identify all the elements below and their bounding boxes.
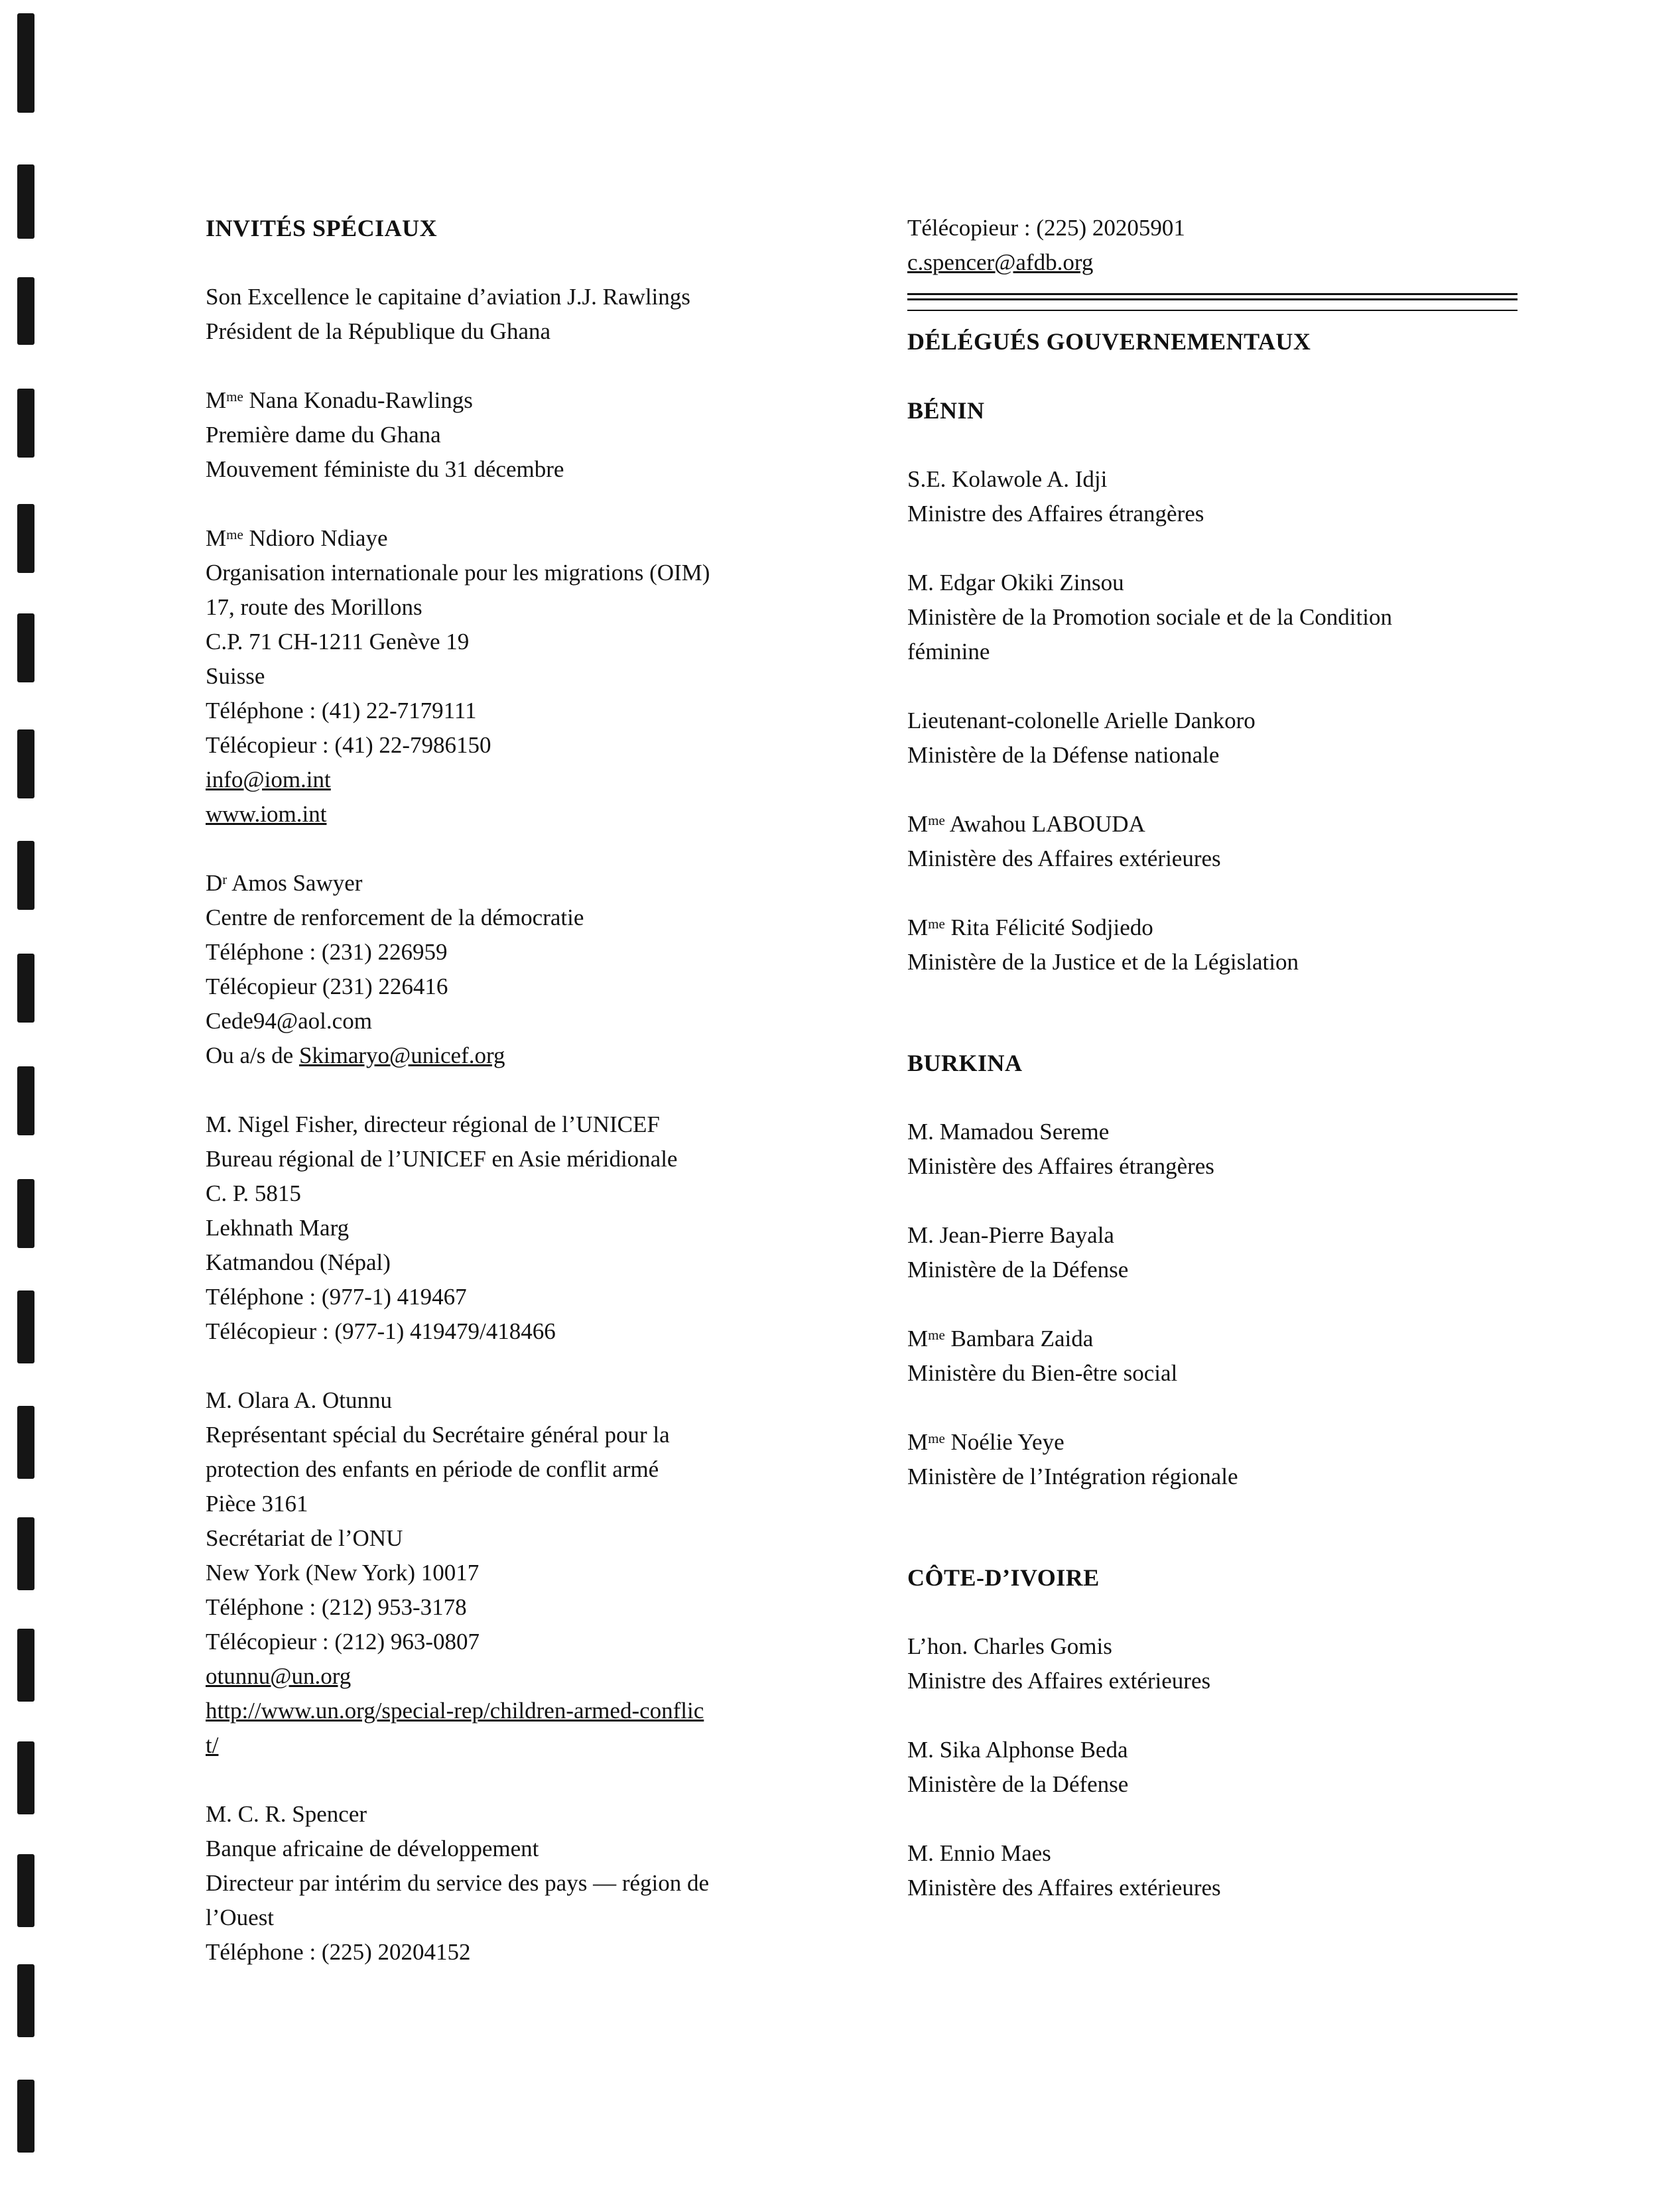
heading-invites-speciaux: INVITÉS SPÉCIAUX: [206, 215, 438, 241]
entry-zinsou: [907, 566, 1524, 669]
line: Télécopieur (231) 226416: [206, 973, 448, 999]
line: Première dame du Ghana: [206, 422, 441, 448]
line: Téléphone : (231) 226959: [206, 939, 448, 965]
entry-dankoro: [907, 704, 1524, 773]
entry-sodjiedo: [907, 910, 1524, 979]
line: Ministre des Affaires extérieures: [907, 1668, 1211, 1694]
line: Organisation internationale pour les migrations (OIM): [206, 560, 710, 586]
email-link[interactable]: c.spencer@afdb.org: [907, 249, 1094, 275]
line: Son Excellence le capitaine d’aviation J.J. Rawlings: [206, 284, 690, 310]
entry-zaida: [907, 1322, 1524, 1391]
line: Suisse: [206, 663, 265, 689]
line: M. Sika Alphonse Beda: [907, 1737, 1128, 1763]
entry-ndiaye: [206, 521, 842, 832]
line: Ou a/s de Skimaryo@unicef.org: [206, 1042, 505, 1068]
line: M. Edgar Okiki Zinsou: [907, 570, 1124, 596]
line: Ministère de la Justice et de la Législation: [907, 949, 1299, 975]
entry-yeye: [907, 1425, 1524, 1494]
web-link-continued[interactable]: t/: [206, 1732, 219, 1758]
section-title-burkina: BURKINA: [907, 1050, 1023, 1076]
line: Télécopieur : (212) 963-0807: [206, 1629, 480, 1655]
line: Ministre des Affaires étrangères: [907, 501, 1204, 527]
line: Ministère de la Promotion sociale et de la Condition: [907, 604, 1392, 630]
entry-labouda: [907, 807, 1524, 876]
line: Télécopieur : (225) 20205901: [907, 215, 1185, 241]
line: C. P. 5815: [206, 1180, 301, 1206]
line: Télécopieur : (977-1) 419479/418466: [206, 1318, 556, 1344]
entry-beda: [907, 1733, 1524, 1802]
line: Banque africaine de développement: [206, 1836, 539, 1861]
line: Ministère du Bien-être social: [907, 1360, 1178, 1386]
line: Centre de renforcement de la démocratie: [206, 905, 584, 930]
entry-konadu-rawlings: [206, 383, 842, 487]
line: Lieutenant-colonelle Arielle Dankoro: [907, 708, 1256, 733]
web-link[interactable]: http://www.un.org/special-rep/children-armed-conflic: [206, 1698, 704, 1724]
line: M. C. R. Spencer: [206, 1801, 367, 1827]
line: Président de la République du Ghana: [206, 318, 551, 344]
line: Télécopieur : (41) 22-7986150: [206, 732, 491, 758]
person-name: $D^r$ Amos Sawyer: [206, 870, 363, 896]
rule: [907, 310, 1518, 311]
line: Téléphone : (977-1) 419467: [206, 1284, 467, 1310]
line: Cede94@aol.com: [206, 1008, 372, 1034]
line: L’hon. Charles Gomis: [907, 1633, 1112, 1659]
web-link[interactable]: www.iom.int: [206, 801, 327, 827]
person-name: $M^{me}$ Rita Félicité Sodjiedo: [907, 914, 1153, 940]
email-link[interactable]: info@iom.int: [206, 767, 331, 792]
line: S.E. Kolawole A. Idji: [907, 466, 1108, 492]
line: Ministère de l’Intégration régionale: [907, 1464, 1238, 1489]
entry-rawlings: [206, 280, 842, 349]
line: M. Jean-Pierre Bayala: [907, 1222, 1114, 1248]
person-name: $M^{me}$ Bambara Zaida: [907, 1326, 1094, 1351]
double-rule: [907, 293, 1518, 300]
person-name: $M^{me}$ Nana Konadu-Rawlings: [206, 387, 473, 413]
line: Directeur par intérim du service des pays — région de: [206, 1870, 710, 1896]
person-name: $M^{me}$ Ndioro Ndiaye: [206, 525, 388, 551]
line: Lekhnath Marg: [206, 1215, 350, 1241]
line: M. Ennio Maes: [907, 1840, 1051, 1866]
entry-sereme: [907, 1115, 1524, 1184]
line: Ministère de la Défense: [907, 1257, 1129, 1283]
line: Ministère des Affaires extérieures: [907, 1875, 1221, 1901]
line: New York (New York) 10017: [206, 1560, 480, 1586]
entry-sawyer: [206, 866, 842, 1073]
entry-spencer: [206, 1797, 842, 1970]
email-link[interactable]: Skimaryo@unicef.org: [298, 1042, 505, 1068]
left-column: [206, 211, 842, 1970]
line: Téléphone : (225) 20204152: [206, 1939, 471, 1965]
line: Pièce 3161: [206, 1491, 308, 1517]
line: M. Mamadou Sereme: [907, 1119, 1110, 1145]
section-title-benin: BÉNIN: [907, 397, 985, 424]
heading-delegues-gouvernementaux: DÉLÉGUÉS GOUVERNEMENTAUX: [907, 328, 1311, 355]
line: l’Ouest: [206, 1905, 275, 1930]
email-link[interactable]: otunnu@un.org: [206, 1663, 352, 1689]
line: Représentant spécial du Secrétaire général pour la: [206, 1422, 670, 1448]
line: M. Olara A. Otunnu: [206, 1387, 392, 1413]
line: M. Nigel Fisher, directeur régional de l’UNICEF: [206, 1111, 660, 1137]
line: Secrétariat de l’ONU: [206, 1525, 403, 1551]
line: Ministère de la Défense nationale: [907, 742, 1220, 768]
line: protection des enfants en période de conflit armé: [206, 1456, 659, 1482]
line: Bureau régional de l’UNICEF en Asie méridionale: [206, 1146, 678, 1172]
line: Ministère des Affaires étrangères: [907, 1153, 1214, 1179]
line: Téléphone : (41) 22-7179111: [206, 698, 477, 723]
entry-maes: [907, 1836, 1524, 1905]
line: Ministère des Affaires extérieures: [907, 846, 1221, 871]
line: C.P. 71 CH-1211 Genève 19: [206, 629, 470, 655]
line: Katmandou (Népal): [206, 1249, 391, 1275]
line: Mouvement féministe du 31 décembre: [206, 456, 564, 482]
entry-bayala: [907, 1218, 1524, 1287]
line: féminine: [907, 639, 990, 664]
line: 17, route des Morillons: [206, 594, 422, 620]
person-name: $M^{me}$ Noélie Yeye: [907, 1429, 1065, 1455]
line: Téléphone : (212) 953-3178: [206, 1594, 467, 1620]
person-name: $M^{me}$ Awahou LABOUDA: [907, 811, 1145, 837]
binding-marks: [17, 0, 44, 2197]
line: Ministère de la Défense: [907, 1771, 1129, 1797]
entry-idji: [907, 462, 1524, 531]
section-title-cote-divoire: CÔTE-D’IVOIRE: [907, 1564, 1100, 1591]
entry-fisher: [206, 1107, 842, 1349]
right-column: [907, 211, 1524, 1905]
entry-gomis: [907, 1629, 1524, 1698]
entry-otunnu: [206, 1383, 842, 1763]
